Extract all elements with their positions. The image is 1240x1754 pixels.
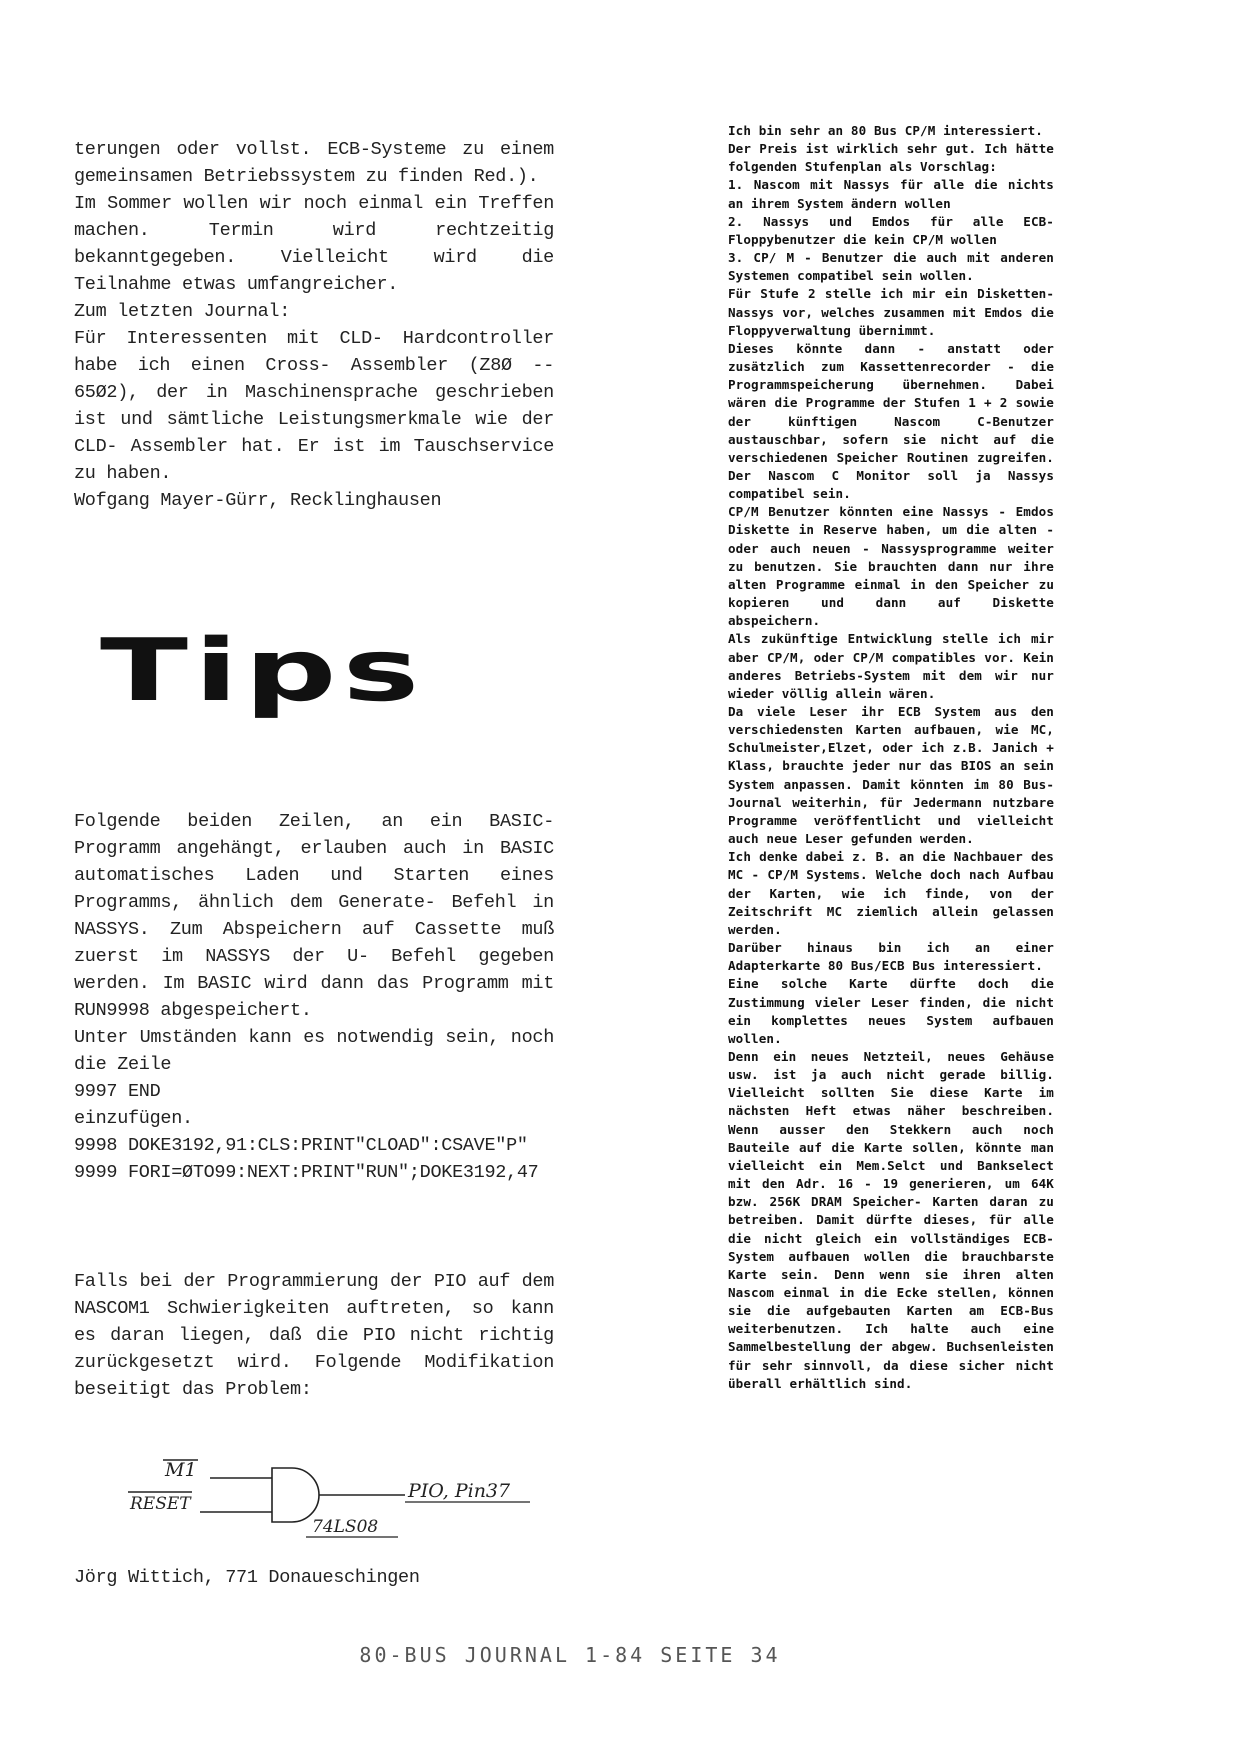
page-footer: 80-BUS JOURNAL 1-84 SEITE 34 bbox=[359, 1643, 781, 1667]
and-gate-circuit-diagram bbox=[120, 1440, 550, 1540]
letter-para-9: Als zukünftige Entwicklung stelle ich mir aber CP/M, oder CP/M compatibles vor. Kein anderes Betriebs-System mit dem wir nur wieder völlig allein wären. bbox=[728, 631, 1054, 701]
tips-heading: Tips bbox=[100, 621, 426, 721]
left-top-section bbox=[74, 136, 554, 514]
basic-tip-section bbox=[74, 808, 554, 1186]
basic-tip-paragraph: Folgende beiden Zeilen, an ein BASIC- Programm angehängt, erlauben auch in BASIC automatisches Laden und Starten eines Programms, ähnlich dem Generate- Befehl in NASSYS. Zum Abspeichern auf Cassette muß zuerst im NASSYS der U- Befehl gegeben werden. Im BASIC wird dann das Programm mit RUN9998 abgespeichert. bbox=[74, 811, 554, 1021]
pio-author-block bbox=[74, 1564, 554, 1591]
letter-para-12: Darüber hinaus bin ich an einer Adapterkarte 80 Bus/ECB Bus interessiert. bbox=[728, 940, 1054, 974]
chip-74ls08-label: 74LS08 bbox=[312, 1517, 379, 1537]
reader-letter-column bbox=[728, 122, 1054, 1393]
paragraph-meeting: Im Sommer wollen wir noch einmal ein Treffen machen. Termin wird rechtzeitig bekanntgegeben. Vielleicht wird die Teilnahme etwas umfangreicher. bbox=[74, 193, 554, 295]
code-line-end: 9997 END bbox=[74, 1081, 161, 1102]
letter-para-8: CP/M Benutzer könnten eine Nassys - Emdos Diskette in Reserve haben, um die alten - oder auch neuen - Nassysprogramme weiter zu benutzen. Sie brauchten dann nur ihre alten Programme einmal in den Speicher zu kopieren und dann auf Diskette abspeichern. bbox=[728, 504, 1054, 629]
code-line-9998: 9998 DOKE3192,91:CLS:PRINT"CLOAD":CSAVE"P" bbox=[74, 1135, 528, 1156]
letter-para-14: Denn ein neues Netzteil, neues Gehäuse usw. ist ja auch nicht gerade billig. Vielleicht sollten Sie diese Karte im nächsten Heft etwas näher beschreiben. Wenn ausser den Stekkern auch noch Bauteile auf die Karte sollen, könnte man vielleicht ein Mem.Selct und Bankselect mit den Adr. 16 - 19 generieren, um 64K bzw. 256K DRAM Speicher- Karten daran zu betreiben. Damit dürfte dieses, für alle die nicht gleich ein vollständiges ECB-System aufbauen wollen die brauchbarste Karte sein. Denn wenn sie ihren alten Nascom einmal in die Ecke stellen, können sie die aufgebauten Karten am ECB-Bus weiterbenutzen. Ich halte auch eine Sammelbestellung der abgew. Buchsenleisten für sehr sinnvoll, da diese sicher nicht überall erhältlich sind. bbox=[728, 1048, 1054, 1391]
pio-tip-section bbox=[74, 1268, 554, 1403]
basic-tip-note: Unter Umständen kann es notwendig sein, noch die Zeile bbox=[74, 1027, 554, 1075]
paragraph-cross-assembler: Für Interessenten mit CLD- Hardcontroller habe ich einen Cross- Assembler (Z8Ø -- 65Ø2), der in Maschinensprache geschrieben ist und sämtliche Leistungsmerkmale wie der CLD- Assembler hat. Er ist im Tauschservice zu haben. bbox=[74, 328, 554, 484]
code-line-9999: 9999 FORI=ØTO99:NEXT:PRINT"RUN";DOKE3192,47 bbox=[74, 1162, 539, 1183]
pio-tip-author: Jörg Wittich, 771 Donaueschingen bbox=[74, 1567, 420, 1588]
letter-para-1: Ich bin sehr an 80 Bus CP/M interessiert. bbox=[728, 123, 1043, 138]
letter-para-13: Eine solche Karte dürfte doch die Zustimmung vieler Leser finden, die nicht ein komplettes neues System aufbauen wollen. bbox=[728, 976, 1054, 1046]
output-pio-pin-label: PIO, Pin37 bbox=[408, 1480, 511, 1502]
insert-instruction: einzufügen. bbox=[74, 1108, 193, 1129]
letter-para-2: Der Preis ist wirklich sehr gut. Ich hätte folgenden Stufenplan als Vorschlag: bbox=[728, 141, 1054, 175]
letter-para-4: 2. Nassys und Emdos für alle ECB-Floppybenutzer die kein CP/M wollen bbox=[728, 213, 1054, 247]
input-reset-label: RESET bbox=[130, 1494, 191, 1514]
letter-para-7: Dieses könnte dann - anstatt oder zusätzlich zum Kassettenrecorder - die Programmspeicherung übernehmen. Dabei wären die Programme der Stufen 1 + 2 sowie der künftigen Nascom C-Benutzer austauschbar, sofern sie nicht auf die verschiedenen Speicher Routinen zugreifen. Der Nascom C Monitor soll ja Nassys compatibel sein. bbox=[728, 340, 1054, 502]
letter-para-3: 1. Nascom mit Nassys für alle die nichts an ihrem System ändern wollen bbox=[728, 177, 1054, 211]
author-signature: Wofgang Mayer-Gürr, Recklinghausen bbox=[74, 490, 442, 511]
letter-para-11: Ich denke dabei z. B. an die Nachbauer des MC - CP/M Systems. Welche doch nach Aufbau der Karten, wie ich finde, von der Zeitschrift MC ziemlich allein gelassen werden. bbox=[728, 849, 1054, 937]
pio-tip-paragraph: Falls bei der Programmierung der PIO auf dem NASCOM1 Schwierigkeiten auftreten, so kann es daran liegen, daß die PIO nicht richtig zurückgesetzt wird. Folgende Modifikation beseitigt das Problem: bbox=[74, 1271, 554, 1400]
paragraph-continuation: terungen oder vollst. ECB-Systeme zu einem gemeinsamen Betriebssystem zu finden Red.). bbox=[74, 139, 554, 187]
letter-para-6: Für Stufe 2 stelle ich mir ein Disketten-Nassys vor, welches zusammen mit Emdos die Floppyverwaltung übernimmt. bbox=[728, 286, 1054, 338]
letter-para-5: 3. CP/ M - Benutzer die auch mit anderen Systemen compatibel sein wollen. bbox=[728, 250, 1054, 284]
input-m1-label: M1 bbox=[165, 1459, 197, 1481]
paragraph-journal-heading: Zum letzten Journal: bbox=[74, 301, 291, 322]
and-gate-symbol bbox=[272, 1468, 319, 1522]
letter-para-10: Da viele Leser ihr ECB System aus den verschiedensten Karten aufbauen, wie MC, Schulmeister,Elzet, oder ich z.B. Janich + Klass, brauchte jeder nur das BIOS an sein System anpassen. Damit könnten im 80 Bus-Journal weiterhin, für Jedermann nutzbare Programme veröffentlicht und vielleicht auch neue Leser gefunden werden. bbox=[728, 704, 1054, 847]
